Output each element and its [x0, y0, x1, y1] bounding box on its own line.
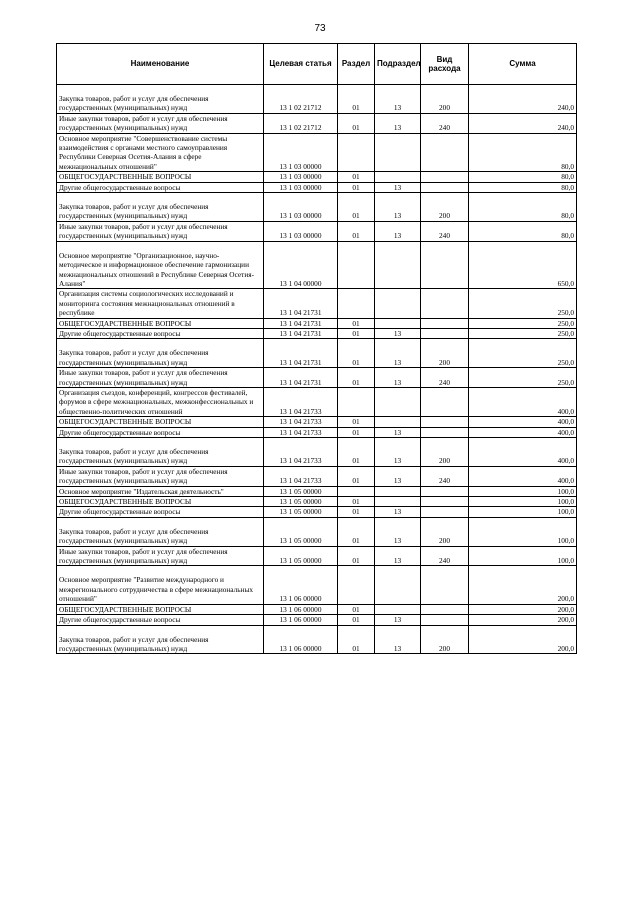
cell-name: Основное мероприятие "Развитие международного и межрегионального сотрудничества в сфере межнациональных отношений" — [57, 566, 264, 604]
cell-target-article: 13 1 04 21733 — [264, 438, 338, 467]
header-name: Наименование — [57, 44, 264, 85]
cell-section: 01 — [338, 318, 375, 328]
table-row — [57, 193, 577, 222]
cell-amount: 100,0 — [469, 517, 577, 546]
cell-section: 01 — [338, 182, 375, 192]
cell-subsection — [375, 387, 421, 416]
table-row — [57, 328, 577, 338]
table-row — [57, 172, 577, 182]
table-row — [57, 289, 577, 318]
cell-amount: 250,0 — [469, 318, 577, 328]
cell-target-article: 13 1 04 21733 — [264, 417, 338, 427]
cell-subsection: 13 — [375, 221, 421, 241]
cell-amount: 240,0 — [469, 113, 577, 133]
cell-subsection: 13 — [375, 625, 421, 654]
cell-amount: 100,0 — [469, 507, 577, 517]
cell-expense-type — [421, 172, 469, 182]
table-row — [57, 182, 577, 192]
cell-amount: 400,0 — [469, 438, 577, 467]
cell-target-article: 13 1 03 00000 — [264, 133, 338, 172]
table-row — [57, 133, 577, 172]
cell-section: 01 — [338, 339, 375, 368]
cell-target-article: 13 1 05 00000 — [264, 546, 338, 566]
cell-amount: 650,0 — [469, 241, 577, 289]
cell-target-article: 13 1 06 00000 — [264, 625, 338, 654]
table-row — [57, 497, 577, 507]
cell-target-article: 13 1 03 00000 — [264, 193, 338, 222]
cell-amount: 80,0 — [469, 133, 577, 172]
cell-target-article: 13 1 04 21731 — [264, 289, 338, 318]
cell-name: Другие общегосударственные вопросы — [57, 615, 264, 625]
cell-name: Другие общегосударственные вопросы — [57, 328, 264, 338]
table-row — [57, 417, 577, 427]
cell-expense-type: 240 — [421, 113, 469, 133]
cell-name: Закупка товаров, работ и услуг для обеспечения государственных (муниципальных) нужд — [57, 193, 264, 222]
cell-name: Закупка товаров, работ и услуг для обеспечения государственных (муниципальных) нужд — [57, 517, 264, 546]
cell-subsection — [375, 318, 421, 328]
cell-section: 01 — [338, 438, 375, 467]
cell-name: Закупка товаров, работ и услуг для обеспечения государственных (муниципальных) нужд — [57, 438, 264, 467]
cell-target-article: 13 1 04 21731 — [264, 368, 338, 388]
cell-target-article: 13 1 03 00000 — [264, 182, 338, 192]
cell-expense-type: 240 — [421, 546, 469, 566]
cell-amount: 400,0 — [469, 466, 577, 486]
cell-subsection: 13 — [375, 339, 421, 368]
cell-name: Закупка товаров, работ и услуг для обеспечения государственных (муниципальных) нужд — [57, 339, 264, 368]
table-body — [57, 85, 577, 654]
cell-target-article: 13 1 05 00000 — [264, 497, 338, 507]
cell-section: 01 — [338, 417, 375, 427]
cell-subsection: 13 — [375, 193, 421, 222]
cell-subsection: 13 — [375, 466, 421, 486]
cell-subsection: 13 — [375, 615, 421, 625]
cell-expense-type — [421, 566, 469, 604]
cell-expense-type — [421, 328, 469, 338]
cell-subsection — [375, 486, 421, 496]
table-row — [57, 625, 577, 654]
cell-amount: 250,0 — [469, 368, 577, 388]
cell-target-article: 13 1 02 21712 — [264, 113, 338, 133]
table-row — [57, 604, 577, 614]
cell-expense-type — [421, 241, 469, 289]
table-row — [57, 318, 577, 328]
cell-subsection — [375, 566, 421, 604]
cell-expense-type: 200 — [421, 438, 469, 467]
cell-target-article: 13 1 03 00000 — [264, 172, 338, 182]
cell-expense-type — [421, 318, 469, 328]
cell-section — [338, 566, 375, 604]
cell-expense-type — [421, 133, 469, 172]
cell-expense-type — [421, 427, 469, 437]
cell-expense-type — [421, 289, 469, 318]
cell-target-article: 13 1 04 21731 — [264, 328, 338, 338]
cell-section: 01 — [338, 497, 375, 507]
cell-name: Иные закупки товаров, работ и услуг для обеспечения государственных (муниципальных) нужд — [57, 546, 264, 566]
cell-section — [338, 241, 375, 289]
table-row — [57, 241, 577, 289]
table-row — [57, 466, 577, 486]
page-number: 73 — [314, 23, 326, 34]
cell-target-article: 13 1 06 00000 — [264, 566, 338, 604]
table-row — [57, 438, 577, 467]
table-row — [57, 566, 577, 604]
cell-section — [338, 486, 375, 496]
cell-subsection — [375, 417, 421, 427]
cell-amount: 240,0 — [469, 85, 577, 114]
cell-amount: 250,0 — [469, 339, 577, 368]
table-row — [57, 546, 577, 566]
table-row — [57, 368, 577, 388]
cell-expense-type: 200 — [421, 625, 469, 654]
table-row — [57, 85, 577, 114]
cell-section: 01 — [338, 546, 375, 566]
cell-name: Организация съездов, конференций, конгрессов фестивалей, форумов в сфере межнациональных, межконфессиональных и общественно-политических отношений — [57, 387, 264, 416]
cell-name: Другие общегосударственные вопросы — [57, 182, 264, 192]
cell-section: 01 — [338, 427, 375, 437]
cell-target-article: 13 1 04 21731 — [264, 339, 338, 368]
cell-expense-type: 200 — [421, 517, 469, 546]
cell-name: ОБЩЕГОСУДАРСТВЕННЫЕ ВОПРОСЫ — [57, 172, 264, 182]
cell-section — [338, 133, 375, 172]
cell-section: 01 — [338, 604, 375, 614]
cell-amount: 80,0 — [469, 193, 577, 222]
cell-name: Иные закупки товаров, работ и услуг для обеспечения государственных (муниципальных) нужд — [57, 113, 264, 133]
cell-subsection — [375, 133, 421, 172]
cell-section: 01 — [338, 172, 375, 182]
cell-subsection: 13 — [375, 507, 421, 517]
cell-amount: 400,0 — [469, 387, 577, 416]
cell-target-article: 13 1 04 21733 — [264, 387, 338, 416]
cell-subsection: 13 — [375, 85, 421, 114]
table-row — [57, 507, 577, 517]
cell-expense-type: 240 — [421, 368, 469, 388]
table-row — [57, 427, 577, 437]
table-row — [57, 615, 577, 625]
table-row — [57, 486, 577, 496]
cell-subsection: 13 — [375, 517, 421, 546]
cell-name: Основное мероприятие "Организационное, научно-методическое и информационное обеспечение гармонизации межнациональных отношений в Республике Северная Осетия-Алания" — [57, 241, 264, 289]
cell-section: 01 — [338, 193, 375, 222]
cell-expense-type: 240 — [421, 221, 469, 241]
cell-name: Закупка товаров, работ и услуг для обеспечения государственных (муниципальных) нужд — [57, 85, 264, 114]
cell-subsection — [375, 497, 421, 507]
cell-amount: 80,0 — [469, 182, 577, 192]
cell-section: 01 — [338, 85, 375, 114]
budget-table — [56, 43, 577, 654]
cell-expense-type — [421, 387, 469, 416]
cell-section: 01 — [338, 615, 375, 625]
cell-section: 01 — [338, 625, 375, 654]
table-header — [57, 44, 577, 85]
cell-expense-type — [421, 486, 469, 496]
cell-amount: 400,0 — [469, 417, 577, 427]
table-row — [57, 517, 577, 546]
cell-subsection — [375, 289, 421, 318]
cell-name: Основное мероприятие "Издательская деятельность" — [57, 486, 264, 496]
table-row — [57, 339, 577, 368]
cell-expense-type: 240 — [421, 466, 469, 486]
cell-amount: 80,0 — [469, 172, 577, 182]
cell-expense-type: 200 — [421, 193, 469, 222]
cell-target-article: 13 1 05 00000 — [264, 486, 338, 496]
table-row — [57, 221, 577, 241]
cell-subsection: 13 — [375, 113, 421, 133]
cell-subsection: 13 — [375, 328, 421, 338]
cell-subsection: 13 — [375, 182, 421, 192]
cell-amount: 100,0 — [469, 486, 577, 496]
cell-amount: 100,0 — [469, 546, 577, 566]
cell-name: Закупка товаров, работ и услуг для обеспечения государственных (муниципальных) нужд — [57, 625, 264, 654]
cell-target-article: 13 1 05 00000 — [264, 507, 338, 517]
header-section: Раздел — [338, 44, 375, 85]
cell-section: 01 — [338, 221, 375, 241]
header-amount: Сумма — [469, 44, 577, 85]
cell-subsection: 13 — [375, 368, 421, 388]
cell-name: Иные закупки товаров, работ и услуг для обеспечения государственных (муниципальных) нужд — [57, 221, 264, 241]
cell-section — [338, 387, 375, 416]
cell-name: Основное мероприятие "Совершенствование системы взаимодействия с органами местного самоуправления Республики Северная Осетия-Алания в сфере межнациональных отношений" — [57, 133, 264, 172]
cell-name: ОБЩЕГОСУДАРСТВЕННЫЕ ВОПРОСЫ — [57, 497, 264, 507]
cell-expense-type: 200 — [421, 339, 469, 368]
cell-subsection — [375, 172, 421, 182]
cell-target-article: 13 1 04 21733 — [264, 466, 338, 486]
cell-section — [338, 289, 375, 318]
cell-name: Другие общегосударственные вопросы — [57, 427, 264, 437]
cell-section: 01 — [338, 517, 375, 546]
cell-subsection — [375, 241, 421, 289]
cell-name: ОБЩЕГОСУДАРСТВЕННЫЕ ВОПРОСЫ — [57, 318, 264, 328]
cell-target-article: 13 1 02 21712 — [264, 85, 338, 114]
cell-amount: 250,0 — [469, 328, 577, 338]
cell-expense-type — [421, 497, 469, 507]
header-subsection: Подраздел — [375, 44, 421, 85]
cell-expense-type — [421, 507, 469, 517]
cell-target-article: 13 1 04 21731 — [264, 318, 338, 328]
cell-name: Организация системы социологических исследований и мониторинга состояния межнациональных отношений в республике — [57, 289, 264, 318]
header-target-article: Целевая статья — [264, 44, 338, 85]
cell-name: Другие общегосударственные вопросы — [57, 507, 264, 517]
cell-expense-type — [421, 604, 469, 614]
cell-section: 01 — [338, 328, 375, 338]
cell-name: Иные закупки товаров, работ и услуг для обеспечения государственных (муниципальных) нужд — [57, 466, 264, 486]
cell-section: 01 — [338, 368, 375, 388]
cell-amount: 200,0 — [469, 615, 577, 625]
cell-expense-type — [421, 615, 469, 625]
cell-amount: 200,0 — [469, 625, 577, 654]
cell-section: 01 — [338, 507, 375, 517]
cell-expense-type — [421, 182, 469, 192]
cell-amount: 200,0 — [469, 604, 577, 614]
cell-target-article: 13 1 05 00000 — [264, 517, 338, 546]
cell-amount: 80,0 — [469, 221, 577, 241]
cell-target-article: 13 1 04 21733 — [264, 427, 338, 437]
cell-name: Иные закупки товаров, работ и услуг для обеспечения государственных (муниципальных) нужд — [57, 368, 264, 388]
cell-name: ОБЩЕГОСУДАРСТВЕННЫЕ ВОПРОСЫ — [57, 604, 264, 614]
cell-amount: 400,0 — [469, 427, 577, 437]
cell-target-article: 13 1 06 00000 — [264, 604, 338, 614]
cell-target-article: 13 1 06 00000 — [264, 615, 338, 625]
header-expense-type: Вид расхода — [421, 44, 469, 85]
cell-expense-type — [421, 417, 469, 427]
table-row — [57, 387, 577, 416]
cell-name: ОБЩЕГОСУДАРСТВЕННЫЕ ВОПРОСЫ — [57, 417, 264, 427]
cell-amount: 200,0 — [469, 566, 577, 604]
cell-section: 01 — [338, 466, 375, 486]
cell-target-article: 13 1 04 00000 — [264, 241, 338, 289]
cell-amount: 100,0 — [469, 497, 577, 507]
cell-subsection — [375, 604, 421, 614]
cell-subsection: 13 — [375, 427, 421, 437]
cell-expense-type: 200 — [421, 85, 469, 114]
cell-amount: 250,0 — [469, 289, 577, 318]
cell-target-article: 13 1 03 00000 — [264, 221, 338, 241]
table-row — [57, 113, 577, 133]
cell-subsection: 13 — [375, 546, 421, 566]
cell-subsection: 13 — [375, 438, 421, 467]
cell-section: 01 — [338, 113, 375, 133]
